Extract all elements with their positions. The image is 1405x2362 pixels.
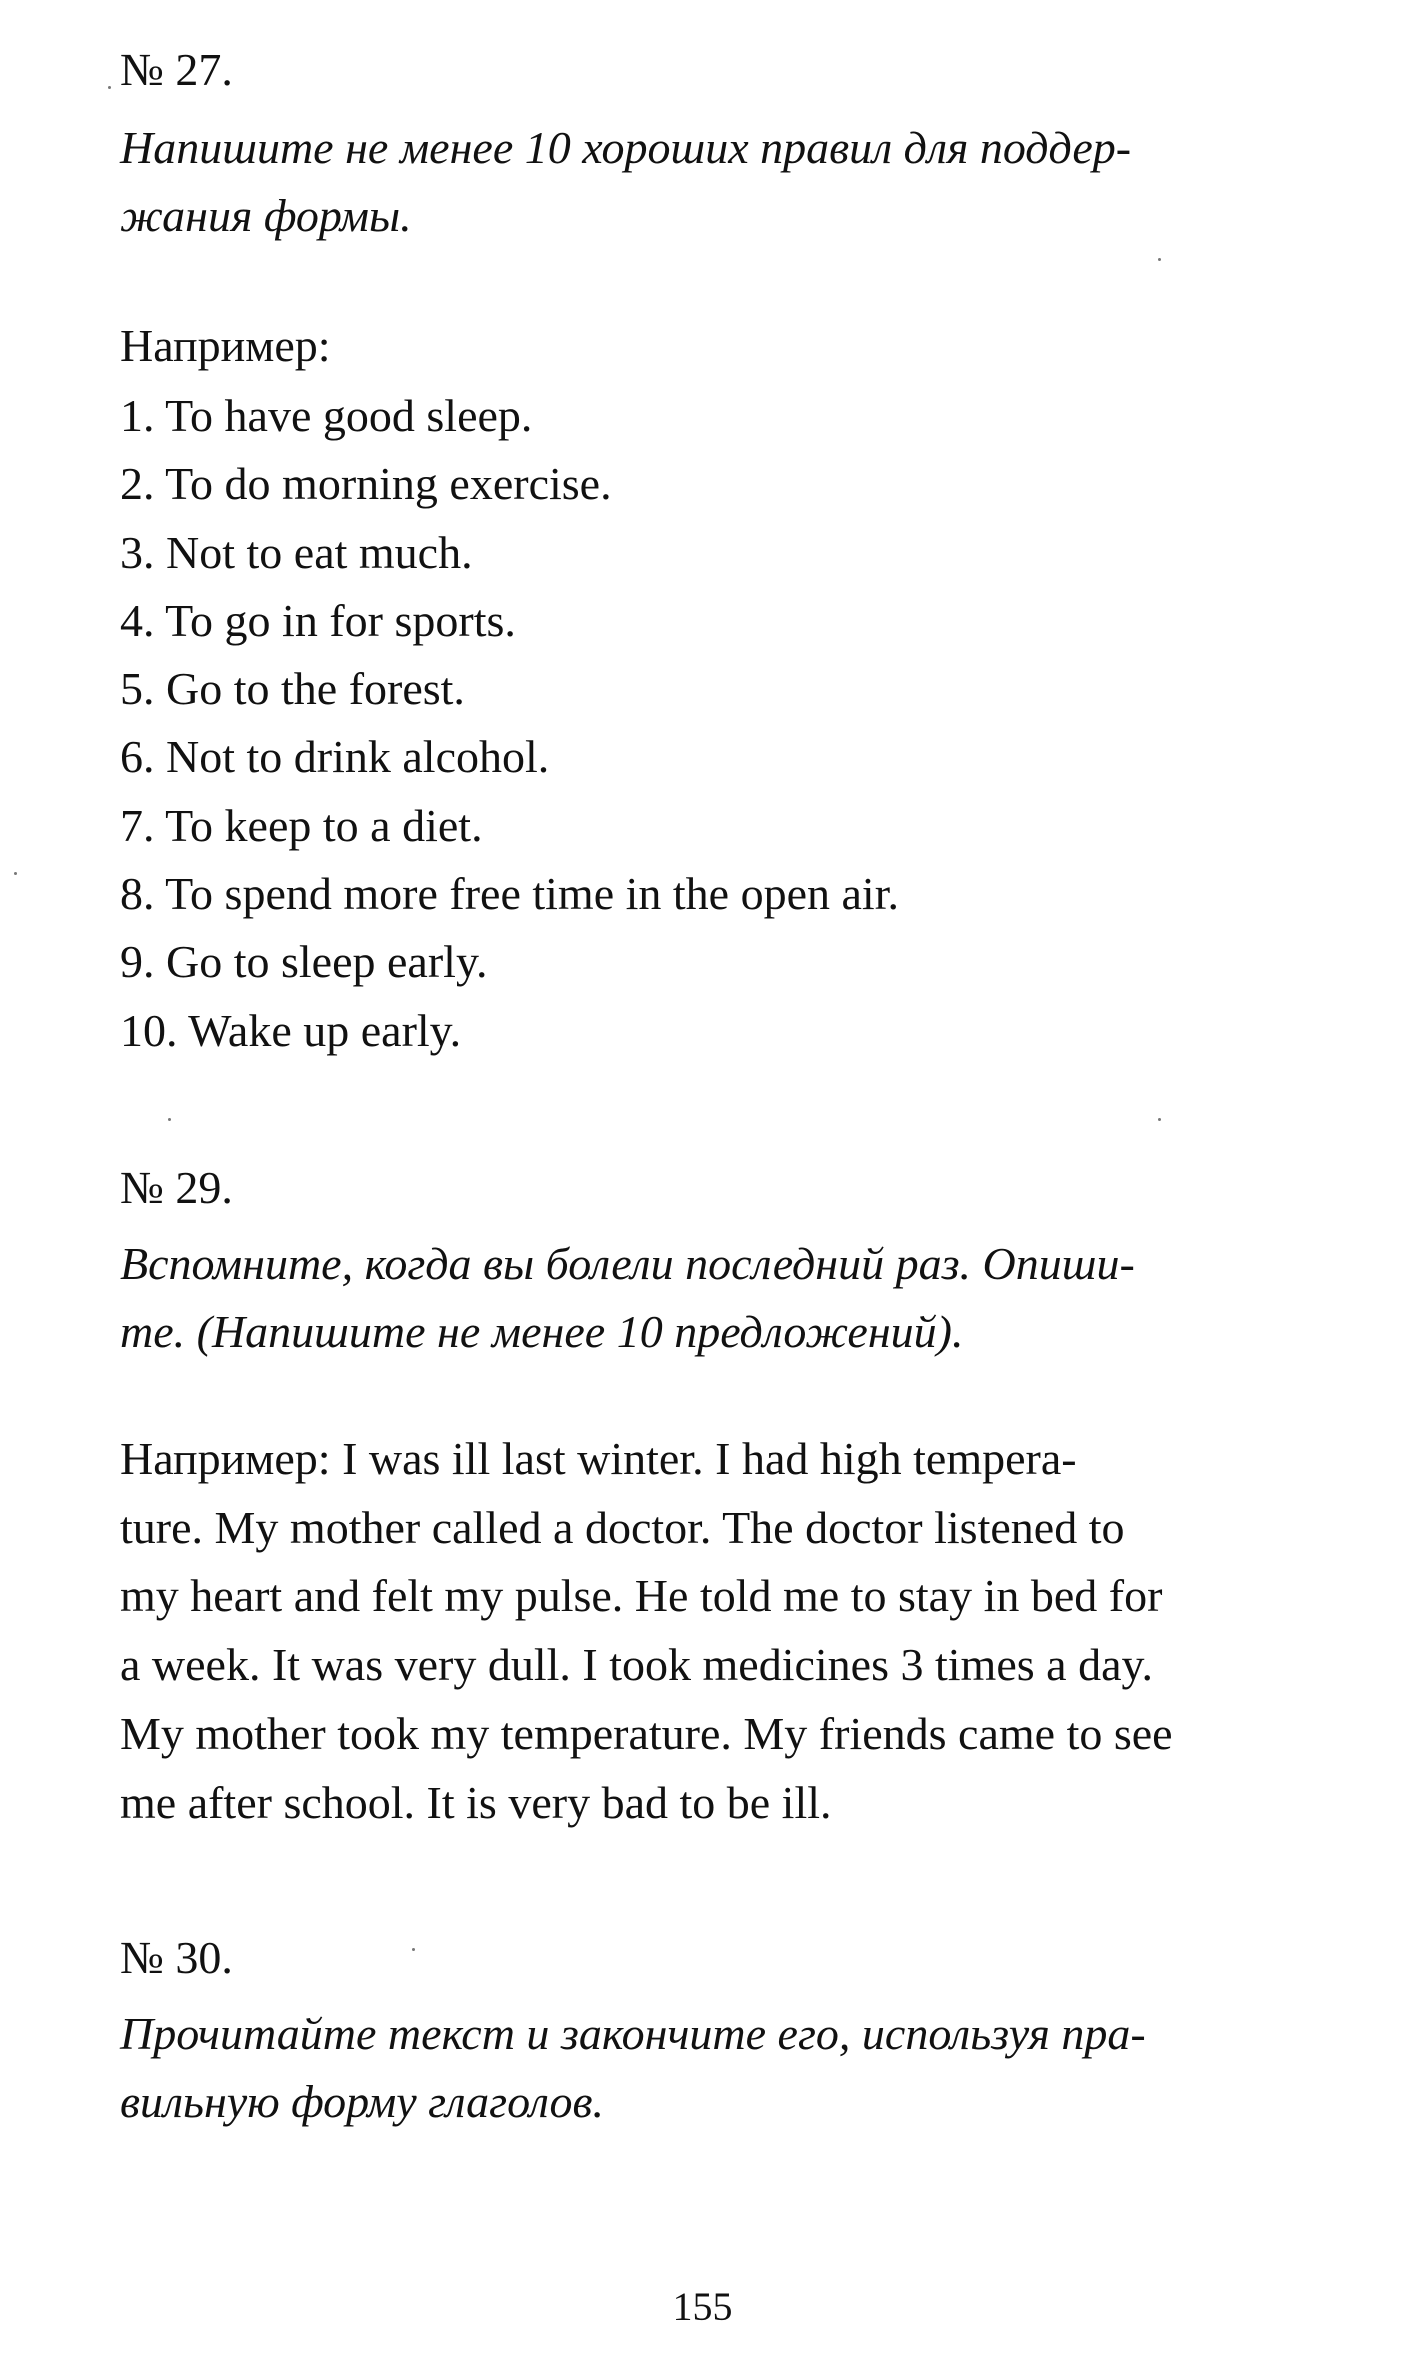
exercise-27-example-label: Например: — [120, 320, 331, 371]
list-item: 5. Go to the forest. — [120, 663, 465, 715]
list-item: 6. Not to drink alcohol. — [120, 731, 550, 783]
list-item: 9. Go to sleep early. — [120, 936, 488, 988]
exercise-29-instruction: Вспомните, когда вы болели последний раз. Опиши- те. (Напишите не менее 10 предложений). — [120, 1238, 1135, 1357]
list-item: 2. To do morning exercise. — [120, 458, 612, 510]
scan-speck — [412, 1948, 415, 1951]
exercise-30-number: № 30. — [120, 1932, 233, 1983]
exercise-27-number: № 27. — [120, 44, 233, 95]
page-number: 155 — [672, 2284, 733, 2329]
list-item: 3. Not to eat much. — [120, 526, 473, 578]
list-item: 10. Wake up early. — [120, 1004, 462, 1056]
exercise-27-instruction: Напишите не менее 10 хороших правил для поддер- жания формы. — [120, 122, 1132, 241]
list-item: 8. To spend more free time in the open air. — [120, 868, 899, 920]
scan-speck — [1158, 258, 1161, 261]
scan-speck — [168, 1118, 171, 1121]
exercise-29-number: № 29. — [120, 1162, 233, 1213]
list-item: 4. To go in for sports. — [120, 594, 516, 646]
list-item: 7. To keep to a diet. — [120, 799, 483, 851]
exercise-29-example-paragraph: Например: I was ill last winter. I had high tempera- ture. My mother called a doctor. The doctor listened to my heart and felt my pulse. He told me to stay in bed for a week. It was very dull. I took medicines 3 times a day. My mother took my temperature. My friends came to see me after school. It is very bad to be ill. — [120, 1433, 1173, 1828]
exercise-27-rules-list — [120, 382, 899, 1065]
scan-speck — [14, 872, 17, 875]
exercise-30-instruction: Прочитайте текст и закончите его, используя пра- вильную форму глаголов. — [120, 2008, 1146, 2127]
list-item: 1. To have good sleep. — [120, 390, 533, 441]
scan-speck — [1158, 1118, 1161, 1121]
scan-speck — [108, 86, 111, 89]
